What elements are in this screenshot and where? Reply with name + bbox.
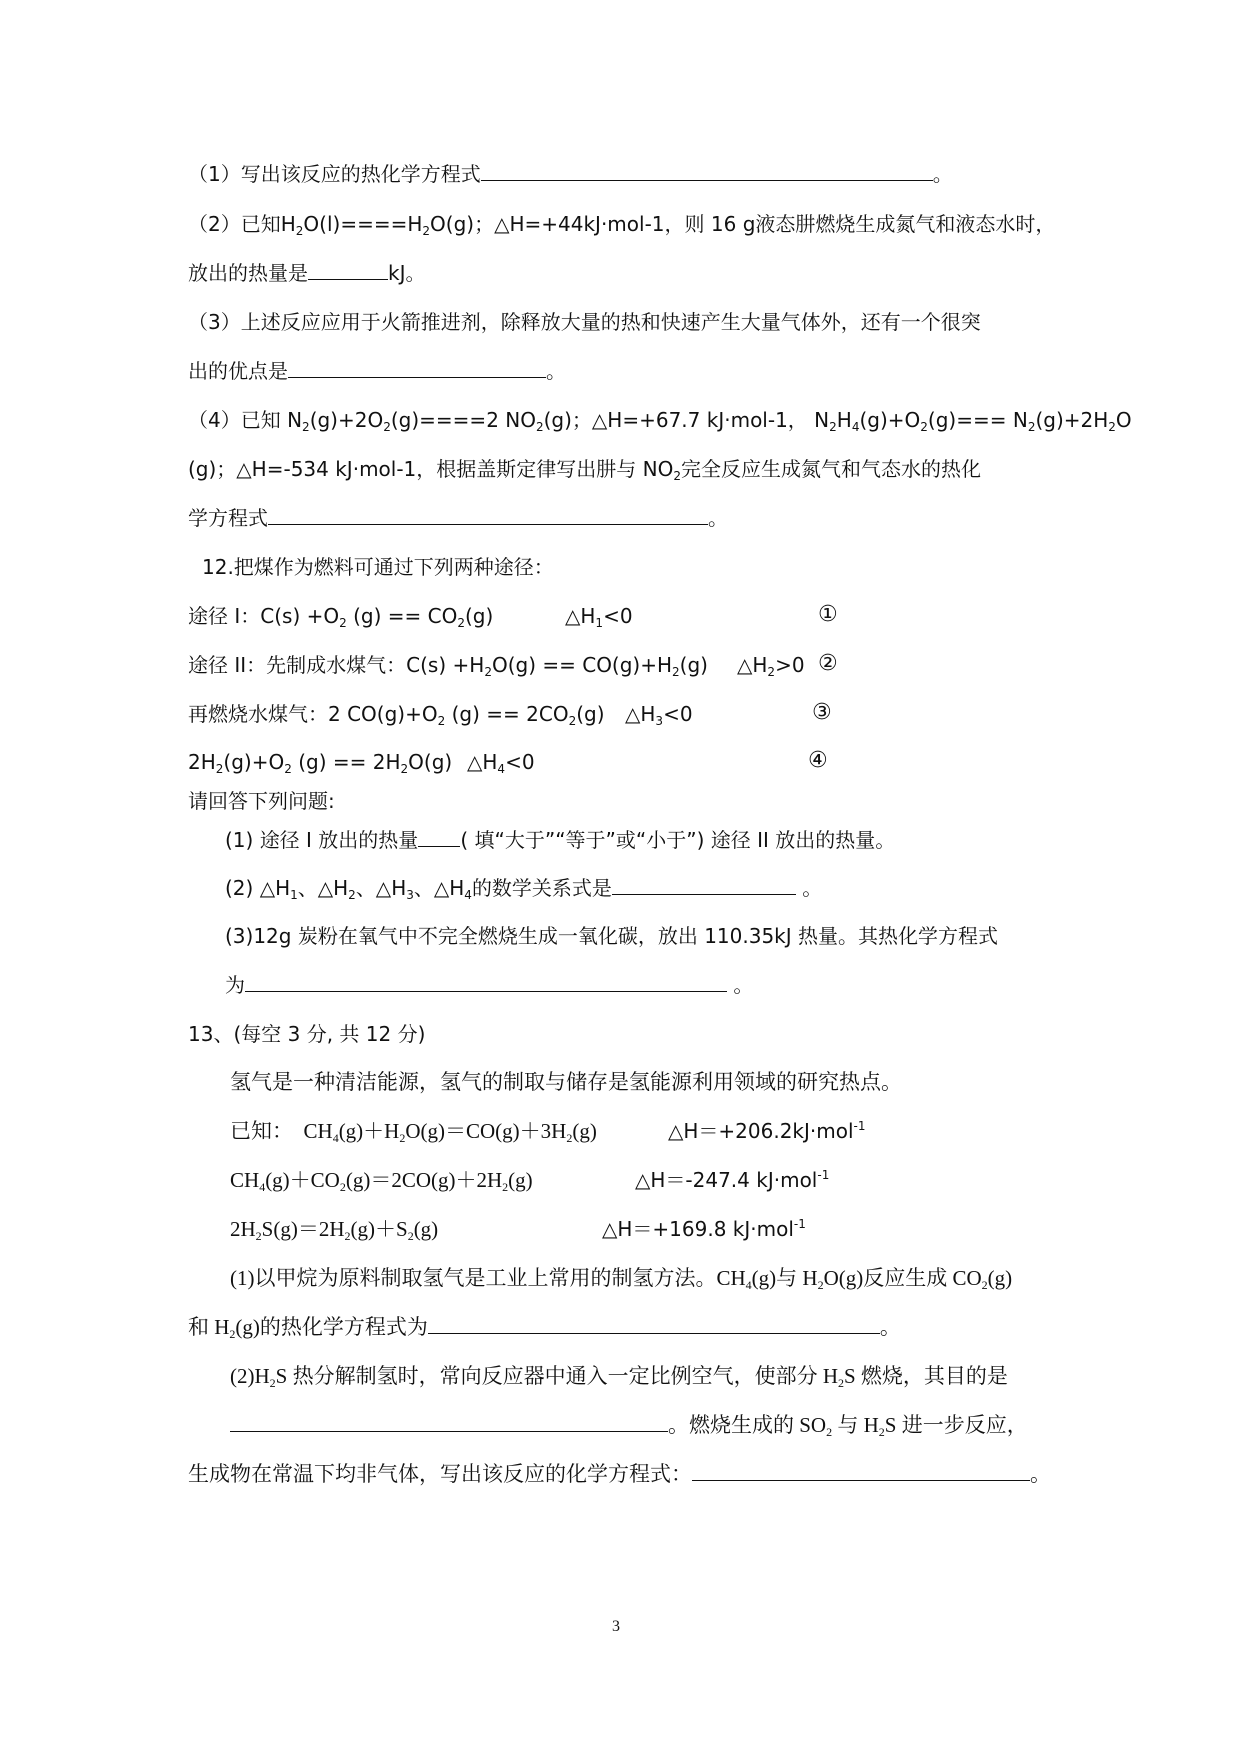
q12-reaction-3: 再燃烧水煤气：2 $CO(g)+O_2$ $(g) == 2CO_2(g)$ xyxy=(188,702,605,728)
q12-reaction-1: 途径 I：$C(s) +O_2$ $(g) == CO_2(g)$ xyxy=(188,604,494,630)
q13-part2-line2: 。燃烧生成的 $SO_2$ 与 $H_2S$ 进一步反应， xyxy=(230,1411,1028,1439)
answer-blank[interactable] xyxy=(481,160,933,181)
q12-sub3-line1: (3)12g 炭粉在氧气中不完全燃烧生成一氧化碳，放出 110.35kJ 热量。其热化学方程式 xyxy=(225,924,999,948)
q12-dh1: $\triangle H_1<0$ xyxy=(565,604,633,630)
answer-blank[interactable] xyxy=(230,1411,668,1432)
q12-intro: 12.把煤作为燃料可通过下列两种途径： xyxy=(202,555,554,579)
q11-part3-line2: 出的优点是 。 xyxy=(188,359,566,383)
q13-equation-3: $2H_2S(g)=2H_2(g)+S_2(g)$ xyxy=(230,1217,439,1243)
q13-part2-line1: $(2)H_2S$ 热分解制氢时，常向反应器中通入一定比例空气，使部分 $H_2S$ 燃烧，其目的是 xyxy=(230,1364,1008,1390)
answer-blank[interactable] xyxy=(268,504,708,525)
q11-part4-line1: （4）已知 $N_2(g)+2O_2(g)====2$ $NO_2(g)$；△H=+67.7 kJ·mol-1， $N_2H_4(g)+O_2(g)=== N_2(g)+2H_2O$ xyxy=(188,408,1132,434)
answer-blank[interactable] xyxy=(308,259,388,280)
q13-part2-line3: 生成物在常温下均非气体，写出该反应的化学方程式： 。 xyxy=(188,1462,1051,1486)
q13-part1-line1: (1)以甲烷为原料制取氢气是工业上常用的制氢方法。$CH_4(g)$与 $H_2O(g)$反应生成 $CO_2(g)$ xyxy=(230,1266,1013,1292)
q12-marker-3: ③ xyxy=(812,700,832,725)
answer-blank[interactable] xyxy=(418,826,460,847)
q13-dh-3: △H＝+169.8 kJ·mol$^{-1}$ xyxy=(602,1217,806,1241)
q13-part1-line2: 和 $H_2(g)$的热化学方程式为 。 xyxy=(188,1315,901,1341)
q13-heading: 13、(每空 3 分, 共 12 分) xyxy=(188,1022,426,1046)
q11-part2-line1: （2）已知$H_2O(l)====H_2O(g)$；△H=+44kJ·mol-1，则 16 g液态肼燃烧生成氮气和液态水时， xyxy=(188,212,1056,238)
answer-blank[interactable] xyxy=(245,971,727,992)
q12-marker-1: ① xyxy=(818,602,838,627)
q12-dh2: $\triangle H_2>0$ xyxy=(737,653,805,679)
q12-sub3-line2: 为 。 xyxy=(225,973,754,997)
q12-dh3: $\triangle H_3<0$ xyxy=(625,702,693,728)
q12-marker-4: ④ xyxy=(808,748,828,773)
q12-reaction-2: 途径 II：先制成水煤气：$C(s) +H_2O(g) == CO(g)+H_2(g)$ xyxy=(188,653,708,679)
answer-blank[interactable] xyxy=(612,874,796,895)
q12-sub2: (2) $\triangle H_1$、$\triangle H_2$、$\triangle H_3$、$\triangle H_4$的数学关系式是 。 xyxy=(225,876,823,902)
q13-equation-1: 已知： $CH_4(g)+H_2O(g)=CO(g)+3H_2(g)$ xyxy=(230,1119,597,1145)
q11-part4-line2: (g)；△H=-534 kJ·mol-1，根据盖斯定律写出肼与 $NO_2$完全反应生成氮气和气态水的热化 xyxy=(188,457,981,483)
q12-sub1: (1) 途径 I 放出的热量 ( 填“大于”“等于”或“小于”) 途径 II 放出的热量。 xyxy=(225,828,896,852)
answer-blank[interactable] xyxy=(428,1313,880,1334)
q11-part1: （1）写出该反应的热化学方程式 。 xyxy=(188,162,953,186)
q11-part4-line3: 学方程式 。 xyxy=(188,506,728,530)
answer-blank[interactable] xyxy=(288,357,546,378)
q13-dh-1: △H＝+206.2kJ·mol$^{-1}$ xyxy=(668,1119,866,1143)
q11-part2-line2: 放出的热量是 kJ。 xyxy=(188,261,426,285)
answer-blank[interactable] xyxy=(692,1460,1030,1481)
q12-ask: 请回答下列问题: xyxy=(188,789,335,813)
q13-intro: 氢气是一种清洁能源，氢气的制取与储存是氢能源利用领域的研究热点。 xyxy=(230,1070,902,1094)
page-number: 3 xyxy=(612,1618,620,1635)
q12-dh4: $\triangle H_4<0$ xyxy=(467,750,535,776)
q11-part3-line1: （3）上述反应应用于火箭推进剂，除释放大量的热和快速产生大量气体外，还有一个很突 xyxy=(188,310,981,334)
q13-dh-2: △H＝-247.4 kJ·mol$^{-1}$ xyxy=(635,1168,830,1192)
q12-marker-2: ② xyxy=(818,651,838,676)
q13-equation-2: $CH_4(g)+CO_2(g)=2CO(g)+2H_2(g)$ xyxy=(230,1168,533,1194)
q12-reaction-4: $2H_2(g)+O_2$ $(g) == 2H_2O(g)$ xyxy=(188,750,453,776)
